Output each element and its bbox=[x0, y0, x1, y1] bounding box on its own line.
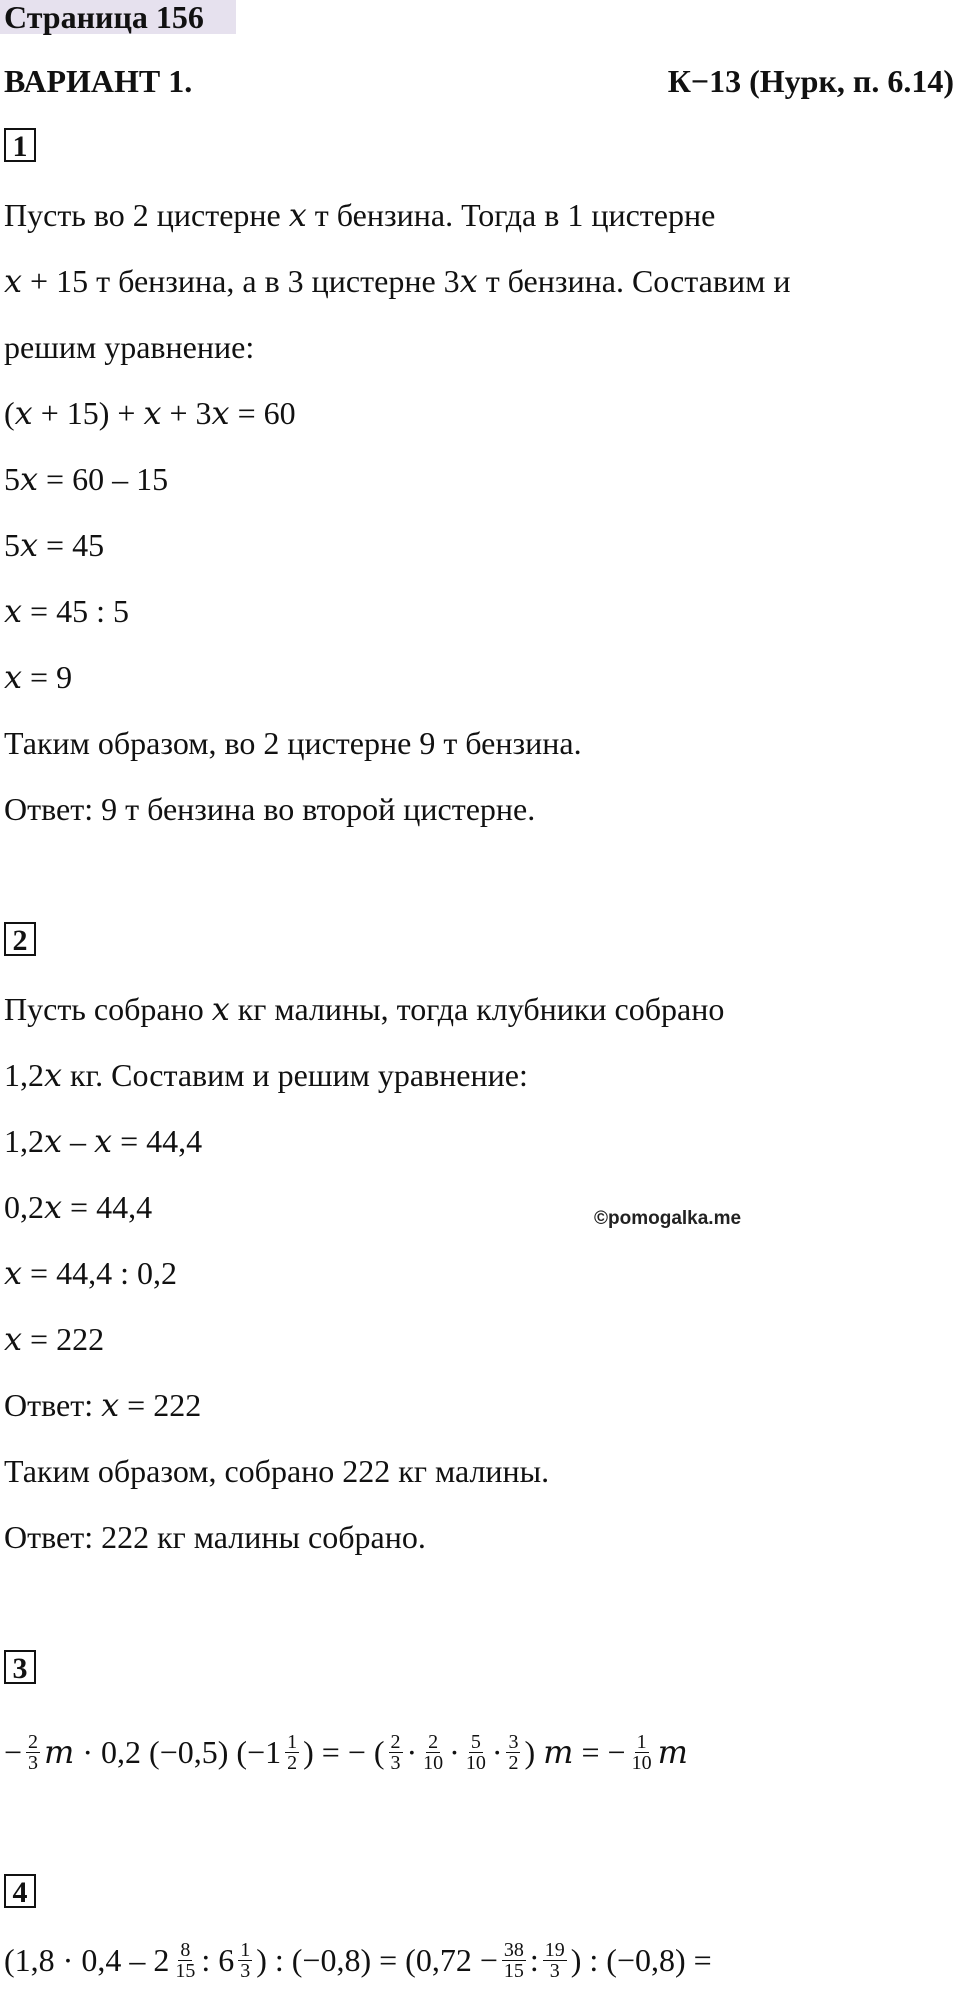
fraction-denominator: 3 bbox=[549, 1959, 560, 1982]
variant-title: ВАРИАНТ 1. bbox=[4, 63, 193, 99]
fraction bbox=[502, 1940, 526, 1981]
fraction-denominator: 10 bbox=[423, 1751, 444, 1774]
fraction-numerator: 1 bbox=[636, 1730, 647, 1753]
fraction-numerator: 38 bbox=[503, 1938, 524, 1961]
task-number-3: 3 bbox=[4, 1650, 36, 1684]
task1-line: 5𝑥 = 45 bbox=[4, 527, 105, 563]
expr-text: − bbox=[4, 1733, 23, 1770]
expr-text: 𝑚 bbox=[657, 1734, 688, 1770]
fraction-denominator: 10 bbox=[465, 1751, 486, 1774]
fraction-denominator: 10 bbox=[631, 1751, 652, 1774]
fraction-numerator: 3 bbox=[508, 1730, 519, 1753]
fraction-denominator: 3 bbox=[28, 1751, 39, 1774]
fraction-denominator: 15 bbox=[503, 1959, 524, 1982]
fraction-numerator: 2 bbox=[428, 1730, 439, 1753]
fraction bbox=[389, 1732, 403, 1773]
task-number-2: 2 bbox=[4, 922, 36, 956]
task1-line: 𝑥 = 9 bbox=[4, 659, 73, 695]
task2-line: Пусть собрано 𝑥 кг малины, тогда клубники собрано bbox=[4, 991, 725, 1027]
fraction bbox=[421, 1732, 445, 1773]
fraction bbox=[543, 1940, 567, 1981]
expr-text: · bbox=[491, 1733, 503, 1770]
task1-line: 𝑥 = 45 : 5 bbox=[4, 593, 129, 629]
fraction bbox=[285, 1732, 299, 1773]
expr-text: ) : (−0,8) = (0,72 − bbox=[256, 1941, 498, 1978]
fraction-denominator: 15 bbox=[175, 1959, 196, 1982]
watermark: ©pomogalka.me bbox=[594, 1208, 742, 1229]
fraction-denominator: 3 bbox=[390, 1751, 401, 1774]
task1-line: Ответ: 9 т бензина во второй цистерне. bbox=[4, 791, 536, 827]
task2-line: 1,2𝑥 – 𝑥 = 44,4 bbox=[4, 1123, 203, 1159]
fraction-denominator: 2 bbox=[287, 1751, 298, 1774]
fraction bbox=[238, 1940, 252, 1981]
task2-line: 0,2𝑥 = 44,4 bbox=[4, 1189, 153, 1225]
expr-text: : 6 bbox=[201, 1941, 235, 1978]
expr-text: · bbox=[406, 1733, 418, 1770]
expr-text: 𝑚 · 0,2 (−0,5) (−1 bbox=[44, 1734, 282, 1770]
fraction-numerator: 19 bbox=[544, 1938, 565, 1961]
expr-text: ) = − ( bbox=[303, 1733, 385, 1770]
fraction-denominator: 2 bbox=[508, 1751, 519, 1774]
task3-expression bbox=[4, 1722, 688, 1782]
task-number-4: 4 bbox=[4, 1874, 36, 1908]
task2-line: 𝑥 = 222 bbox=[4, 1321, 105, 1357]
fraction bbox=[173, 1940, 197, 1981]
task1-line: Пусть во 2 цистерне 𝑥 т бензина. Тогда в 1 цистерне bbox=[4, 197, 716, 233]
fraction-numerator: 8 bbox=[180, 1938, 191, 1961]
expr-text: ) 𝑚 = − bbox=[524, 1734, 626, 1770]
task-number-1: 1 bbox=[4, 128, 36, 162]
task1-line: (𝑥 + 15) + 𝑥 + 3𝑥 = 60 bbox=[4, 395, 296, 431]
expr-text: ) : (−0,8) = bbox=[570, 1941, 712, 1978]
expr-text: · bbox=[449, 1733, 460, 1770]
task1-line: решим уравнение: bbox=[4, 329, 255, 365]
expr-text: : bbox=[529, 1941, 539, 1978]
task2-line: Ответ: 𝑥 = 222 bbox=[4, 1387, 202, 1423]
task1-line: 5𝑥 = 60 – 15 bbox=[4, 461, 169, 497]
fraction bbox=[464, 1732, 488, 1773]
task2-line: Таким образом, собрано 222 кг малины. bbox=[4, 1453, 550, 1489]
task2-line: 𝑥 = 44,4 : 0,2 bbox=[4, 1255, 177, 1291]
task4-expression bbox=[4, 1930, 712, 1990]
task1-line: 𝑥 + 15 т бензина, а в 3 цистерне 3𝑥 т бензина. Составим и bbox=[4, 263, 791, 299]
fraction bbox=[630, 1732, 654, 1773]
fraction-numerator: 1 bbox=[240, 1938, 251, 1961]
fraction-numerator: 1 bbox=[287, 1730, 298, 1753]
fraction bbox=[506, 1732, 520, 1773]
test-reference: К−13 (Нурк, п. 6.14) bbox=[667, 63, 954, 99]
page-label: Страница 156 bbox=[0, 0, 236, 34]
fraction-numerator: 2 bbox=[28, 1730, 39, 1753]
task1-line: Таким образом, во 2 цистерне 9 т бензина. bbox=[4, 725, 582, 761]
task2-line: Ответ: 222 кг малины собрано. bbox=[4, 1519, 426, 1555]
fraction-denominator: 3 bbox=[240, 1959, 251, 1982]
fraction-numerator: 2 bbox=[390, 1730, 401, 1753]
fraction bbox=[26, 1732, 40, 1773]
task2-line: 1,2𝑥 кг. Составим и решим уравнение: bbox=[4, 1057, 528, 1093]
fraction-numerator: 5 bbox=[470, 1730, 481, 1753]
expr-text: (1,8 · 0,4 – 2 bbox=[4, 1941, 170, 1978]
